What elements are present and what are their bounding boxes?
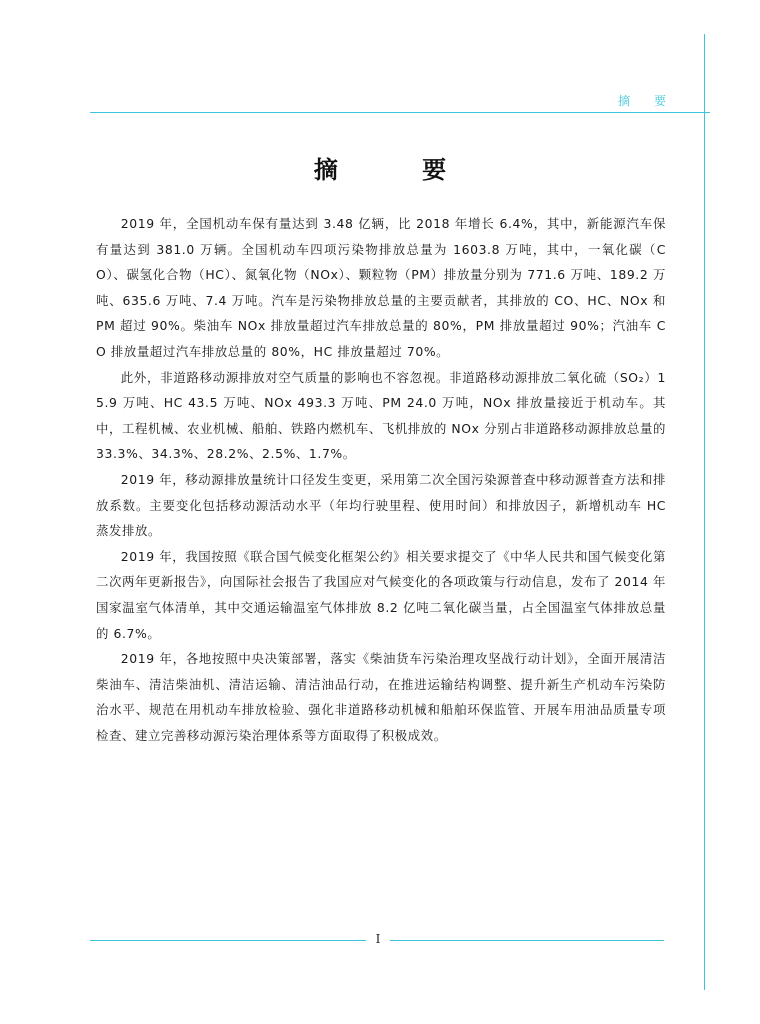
page-title: 摘 要: [313, 155, 485, 184]
running-header: 摘 要: [618, 94, 676, 108]
paragraph-non-road-emissions: 此外，非道路移动源排放对空气质量的影响也不容忽视。非道路移动源排放二氧化硫（SO₂）15.9 万吨、HC 43.5 万吨、NOx 493.3 万吨、PM 24.0 万吨，NOx 排放量接近于机动车。其中，工程机械、农业机械、船舶、铁路内燃机车、飞机排放的 NOx 分别占非道路移动源排放总量的 33.3%、34.3%、28.2%、2.5%、1.7%。: [96, 369, 666, 462]
header-rule: [90, 112, 710, 113]
abstract-body: [96, 211, 666, 748]
paragraph-climate-report: 2019 年，我国按照《联合国气候变化框架公约》相关要求提交了《中华人民共和国气候变化第二次两年更新报告》，向国际社会报告了我国应对气候变化的各项政策与行动信息，发布了 2014 年国家温室气体清单，其中交通运输温室气体排放 8.2 亿吨二氧化碳当量，占全国温室气体排放总量的 6.7%。: [96, 548, 666, 641]
paragraph-diesel-action-plan: 2019 年，各地按照中央决策部署，落实《柴油货车污染治理攻坚战行动计划》，全面开展清洁柴油车、清洁柴油机、清洁运输、清洁油品行动，在推进运输结构调整、提升新生产机动车污染防治水平、规范在用机动车排放检验、强化非道路移动机械和船舶环保监管、开展车用油品质量专项检查、建立完善移动源污染治理体系等方面取得了积极成效。: [96, 651, 666, 743]
paragraph-methodology-change: 2019 年，移动源排放量统计口径发生变更，采用第二次全国污染源普查中移动源普查方法和排放系数。主要变化包括移动源活动水平（年均行驶里程、使用时间）和排放因子，新增机动车 HC 蒸发排放。: [96, 471, 666, 539]
page-number: I: [375, 932, 381, 946]
footer-rule-right: [390, 940, 664, 941]
footer-rule-left: [90, 940, 366, 941]
paragraph-vehicle-emissions: 2019 年，全国机动车保有量达到 3.48 亿辆，比 2018 年增长 6.4%，其中，新能源汽车保有量达到 381.0 万辆。全国机动车四项污染物排放总量为 1603.8 万吨，其中，一氧化碳（CO）、碳氢化合物（HC）、氮氧化物（NOx）、颗粒物（PM）排放量分别为 771.6 万吨、189.2 万吨、635.6 万吨、7.4 万吨。汽车是污染物排放总量的主要贡献者，其排放的 CO、HC、NOx 和 PM 超过 90%。柴油车 NOx 排放量超过汽车排放总量的 80%，PM 排放量超过 90%；汽油车 CO 排放量超过汽车排放总量的 80%，HC 排放量超过 70%。: [96, 216, 666, 359]
